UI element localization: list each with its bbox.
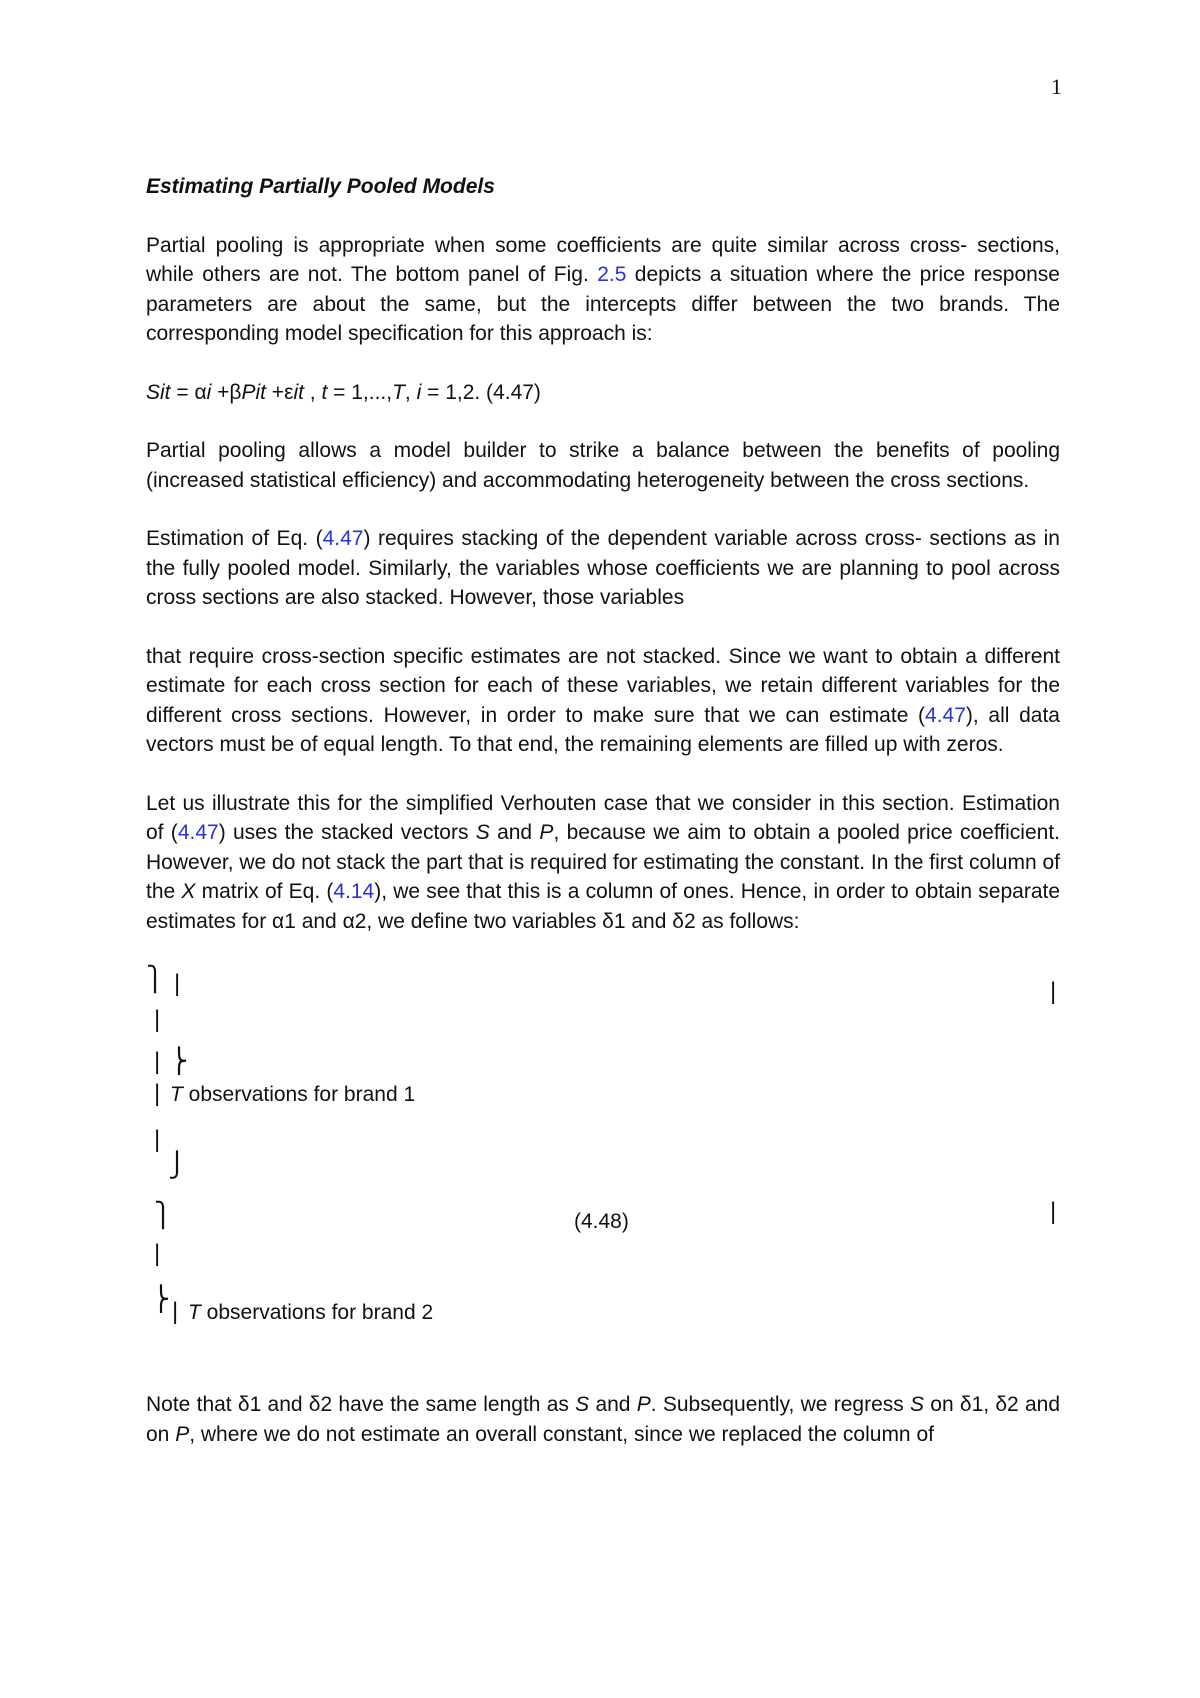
section-heading: Estimating Partially Pooled Models [146,175,495,198]
equation-link[interactable]: 4.47 [925,703,966,727]
equation-link[interactable]: 4.14 [333,880,375,903]
equation-link[interactable]: 4.47 [322,527,364,550]
paragraph-verhouten: Let us illustrate this for the simplified Verhouten case that we consider in this section. Estimation of (4.47) uses the stacked vectors S and P, because we aim to obtain a pooled price coefficient. However, we do not stack the part that is required for estimating the constant. In the first column of the X matrix of Eq. (4.14), we see that this is a column of ones. Hence, in order to obtain separate estimates for α1 and α2, we define two variables δ1 and δ2 as follows: [146,791,1061,933]
bracket-bar: | [154,1126,161,1153]
paragraph-partial-pooling-intro: Partial pooling is appropriate when some coefficients are quite similar across cross- sections, while others are not. The bottom panel of Fig. 2.5 depicts a situation where the price response parameters are about the same, but the intercepts differ between the two brands. The corresponding model specification for this approach is: [146,233,1060,345]
bracket-top-left: ⎫ [154,1202,172,1229]
brand-2-label: T observations for brand 2 [188,1301,434,1324]
paragraph-regress: Note that δ1 and δ2 have the same length as S and P. Subsequently, we regress S on δ1, δ2 and on P, where we do not estimate an overall constant, since we replaced the column of [146,1393,1060,1446]
page-number: 1 [1051,74,1062,99]
figure-link[interactable]: 2.5 [597,263,627,286]
bracket-bar: | [154,1048,161,1075]
equation-4-48-block [146,946,1060,1390]
bracket-brace: ⎬ [170,1048,188,1075]
bracket-bar: | [154,1240,161,1267]
bracket-bar-right: | [1050,978,1057,1005]
document-body [146,172,1060,1478]
equation-4-47: Sit = αi +βPit +εit , t = 1,...,T, i = 1,2. (4.47) [146,380,541,404]
bracket-bar: | [154,1006,161,1033]
bracket-brace: ⎬ [152,1286,170,1313]
bracket-bar-right: | [1050,1198,1057,1225]
equation-link[interactable]: 4.47 [177,821,219,844]
bracket-bar: | [174,970,181,997]
bracket-bottom: ⎭ [168,1152,186,1179]
bracket-top-left: ⎫ [146,966,164,993]
paragraph-stacking: Estimation of Eq. (4.47) requires stacking of the dependent variable across cross- sections as in the fully pooled model. Similarly, the variables whose coefficients we are planning to pool across cross sections are also stacked. However, those variables [146,527,1060,609]
bracket-bar: | [172,1298,179,1325]
paragraph-cross-section: that require cross-section specific estimates are not stacked. Since we want to obtain a different estimate for each cross section for each of these variables, we retain different variables for the different cross sections. However, in order to make sure that we can estimate (4.47), all data vectors must be of equal length. To that end, the remaining elements are filled up with zeros. [146,644,1060,756]
brand-1-label: T observations for brand 1 [170,1083,416,1106]
equation-number: (4.48) [574,1210,629,1233]
paragraph-balance: Partial pooling allows a model builder to strike a balance between the benefits of pooling (increased statistical efficiency) and accommodating heterogeneity between the cross sections. [146,439,1060,492]
bracket-bar: | [154,1080,161,1107]
